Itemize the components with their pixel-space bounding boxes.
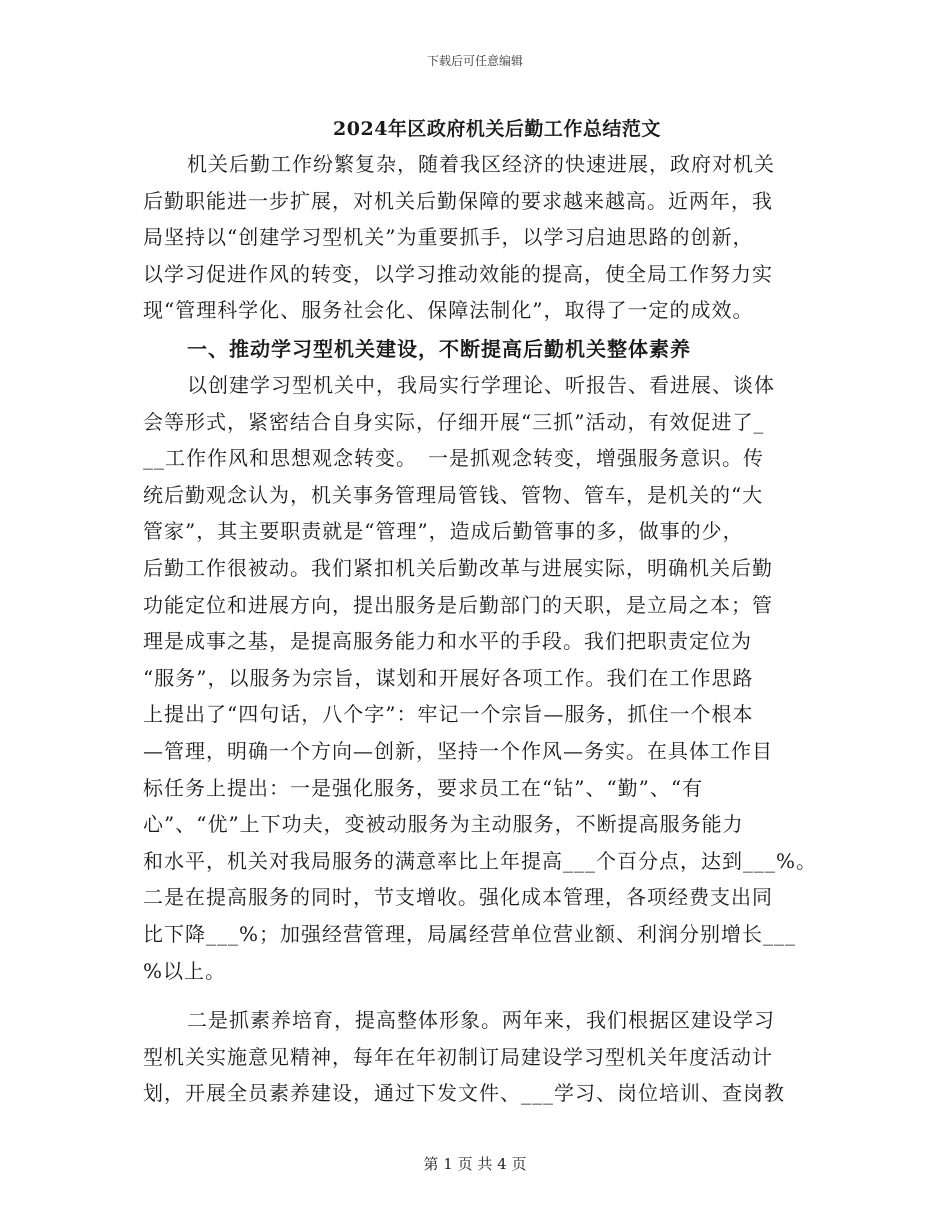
paragraph-line: 以学习促进作风的转变，以学习推动效能的提高，使全局工作努力实 [143,261,773,286]
paragraph-line: %以上。 [143,958,227,983]
paragraph-line: 机关后勤工作纷繁复杂，随着我区经济的快速进展，政府对机关 [187,152,775,176]
section-2-paragraph [143,1002,823,1112]
page-header: 下载后可任意编辑 [426,54,523,68]
paragraph-line: 心”、“优”上下功夫，变被动服务为主动服务，不断提高服务能力 [143,812,744,837]
paragraph-line: 比下降___%；加强经营管理，局属经营单位营业额、利润分别增长___ [143,921,797,946]
paragraph-line: __工作作风和思想观念转变。 一是抓观念转变，增强服务意识。传 [143,446,764,471]
paragraph-line: 和水平，机关对我局服务的满意率比上年提高___个百分点，达到___%。 [143,848,818,873]
paragraph-line: 统后勤观念认为，机关事务管理局管钱、管物、管车，是机关的“大 [143,482,764,507]
paragraph-line: 后勤工作很被动。我们紧扣机关后勤改革与进展实际，明确机关后勤 [143,555,773,580]
paragraph-line: 二是抓素养培育，提高整体形象。两年来，我们根据区建设学习 [187,1008,775,1032]
paragraph-line: 型机关实施意见精神，每年在年初制订局建设学习型机关年度活动计 [143,1044,773,1069]
paragraph-line: 管家”，其主要职责就是“管理”，造成后勤管事的多，做事的少， [143,519,744,544]
paragraph-line: 以创建学习型机关中，我局实行学理论、听报告、看进展、谈体 [187,373,775,397]
paragraph-line: 现“管理科学化、服务社会化、保障法制化”，取得了一定的成效。 [143,298,754,323]
paragraph-line: 上提出了“四句话，八个字”：牢记一个宗旨—服务，抓住一个根本 [143,702,754,727]
section-heading: 一、推动学习型机关建设，不断提高后勤机关整体素养 [187,337,691,361]
paragraph-line: 理是成事之基，是提高服务能力和水平的手段。我们把职责定位为 [143,629,752,654]
document-title: 2024年区政府机关后勤工作总结范文 [333,118,661,140]
paragraph-line: 局坚持以“创建学习型机关”为重要抓手，以学习启迪思路的创新， [143,225,754,250]
paragraph-line: 会等形式，紧密结合自身实际，仔细开展“三抓”活动，有效促进了_ [143,409,765,434]
paragraph-line: 划，开展全员素养建设，通过下发文件、___学习、岗位培训、查岗教 [143,1081,785,1106]
intro-paragraph [143,146,823,329]
paragraph-line: 后勤职能进一步扩展，对机关后勤保障的要求越来越高。近两年，我 [143,188,773,213]
paragraph-line: —管理，明确一个方向—创新，坚持一个作风—务实。在具体工作目 [143,738,773,763]
page-footer: 第 1 页 共 4 页 [423,1155,527,1173]
paragraph-line: 二是在提高服务的同时，节支增收。强化成本管理，各项经费支出同 [143,885,773,910]
paragraph-line: 功能定位和进展方向，提出服务是后勤部门的天职，是立局之本；管 [143,592,773,617]
section-1-paragraph [143,367,823,989]
paragraph-line: “服务”，以服务为宗旨，谋划和开展好各项工作。我们在工作思路 [143,665,754,690]
paragraph-line: 标任务上提出：一是强化服务，要求员工在“钻”、“勤”、“有 [143,775,704,800]
